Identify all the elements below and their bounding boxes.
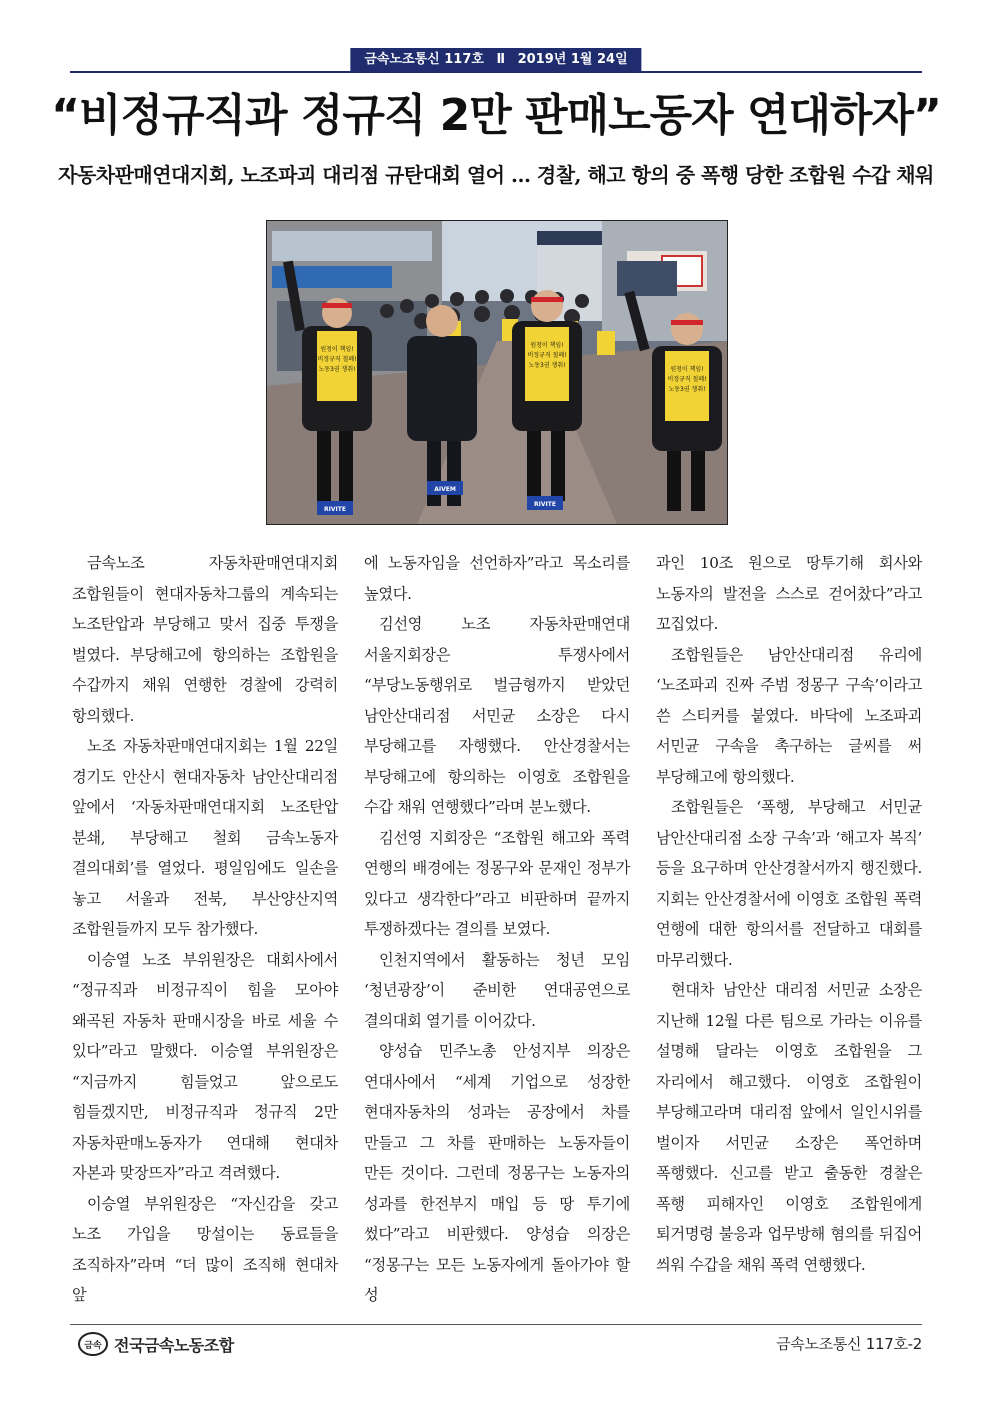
vest-sign-line-6: 노동3권 쟁취!: [528, 362, 566, 369]
paragraph: 이승열 부위원장은 “자신감을 갖고 노조 가입을 망설이는 동료들을 조직하자”라며 “더 많이 조직해 현대차 앞: [72, 1194, 338, 1304]
paragraph: 인천지역에서 활동하는 청년 모임 ‘청년광장’이 준비한 연대공연으로 결의대회 열기를 이어갔다.: [364, 950, 630, 1030]
masthead-box: [350, 48, 641, 72]
rally-photo-illustration: [267, 221, 727, 524]
vest-sign-line-5: 비정규직 철폐!: [527, 352, 567, 359]
paragraph: 양성습 민주노총 안성지부 의장은 연대사에서 “세계 기업으로 성장한 현대자동차의 성과는 공장에서 차를 만들고 그 차를 판매하는 노동자들이 만든 것이다. 그런데 정몽구는 노동자의 성과를 한전부지 매입 등 땅 투기에 썼다”라고 비판했다. 양성습 의장은 “정몽구는 모든 노동자에게 돌아가야 할 성: [364, 1042, 630, 1304]
paragraph: 김선영 지회장은 “조합원 해고와 폭력 연행의 배경에는 정몽구와 문재인 정부가 있다고 생각한다”라고 비판하며 끝까지 투쟁하겠다는 결의를 보였다.: [364, 828, 630, 938]
emblem-text: 금속: [84, 1341, 102, 1351]
paragraph: 김선영 노조 자동차판매연대 서울지회장은 투쟁사에서 “부당노동행위로 벌금형까지 받았던 남안산대리점 서민균 소장은 다시 부당해고를 자행했다. 안산경찰서는 부당해고에 항의하는 이영호 조합원을 수갑 채워 연행했다”라며 분노했다.: [364, 615, 630, 816]
floor-placard-2: AIVEM: [434, 486, 456, 493]
footer-rule: [70, 1324, 922, 1325]
paragraph: 노조 자동차판매연대지회는 1월 22일 경기도 안산시 현대자동차 남안산대리점 앞에서 ‘자동차판매연대지회 노조탄압 분쇄, 부당해고 철회 금속노동자 결의대회’를 열었다. 평일임에도 일손을 놓고 서울과 전북, 부산양산지역 조합원들까지 모두 참가했다.: [72, 737, 338, 938]
floor-placard-1: RIVITE: [324, 506, 346, 513]
organization-name: 전국금속노동조합: [114, 1335, 234, 1355]
headline: “비정규직과 정규직 2만 판매노동자 연대하자”: [51, 90, 941, 141]
union-logo: [78, 1329, 234, 1359]
paragraph: 조합원들은 ‘폭행, 부당해고 서민균 남안산대리점 소장 구속’과 ‘해고자 복직’ 등을 요구하며 안산경찰서까지 행진했다. 지회는 안산경찰서에 이영호 조합원 폭력 연행에 대한 항의서를 전달하고 대회를 마무리했다.: [656, 798, 922, 969]
paragraph: 금속노조 자동차판매연대지회 조합원들이 현대자동차그룹의 계속되는 노조탄압과 부당해고 맞서 집중 투쟁을 벌였다. 부당해고에 항의하는 조합원을 수갑까지 채워 연행한 경찰에 강력히 항의했다.: [72, 554, 338, 725]
article-column-2: [364, 548, 630, 1304]
publication-issue: 금속노조통신 117호: [364, 52, 484, 67]
vest-sign-line-9: 노동3권 쟁취!: [668, 386, 706, 393]
union-emblem-icon: [78, 1331, 108, 1357]
masthead-separator: Ⅱ: [496, 52, 506, 67]
paragraph: 과인 10조 원으로 땅투기해 회사와 노동자의 발전을 스스로 걷어찼다”라고 꼬집었다.: [656, 554, 922, 633]
paragraph: 현대차 남안산 대리점 서민균 소장은 지난해 12월 다른 팀으로 가라는 이유를 설명해 달라는 이영호 조합원을 그 자리에서 해고했다. 이영호 조합원이 부당해고라며 대리점 앞에서 일인시위를 벌이자 서민균 소장은 폭언하며 폭행했다. 신고를 받고 출동한 경찰은 폭행 피해자인 이영호 조합원에게 퇴거명령 불응과 업무방해 혐의를 뒤집어 씌워 수갑을 채워 폭력 연행했다.: [656, 981, 922, 1274]
paragraph: 에 노동자임을 선언하자”라고 목소리를 높였다.: [364, 554, 630, 603]
article-column-1: [72, 548, 338, 1304]
masthead: [70, 48, 922, 74]
vest-sign-line-8: 비정규직 철폐!: [667, 376, 707, 383]
vest-sign-line-3: 노동3권 쟁취!: [318, 366, 356, 373]
vest-sign-line-7: 원청이 책임!: [670, 366, 704, 373]
floor-placard-3: RIVITE: [534, 501, 556, 508]
article-column-3: [656, 548, 922, 1294]
vest-sign-line-2: 비정규직 철폐!: [317, 356, 357, 363]
paragraph: 조합원들은 남안산대리점 유리에 ‘노조파괴 진짜 주범 정몽구 구속’이라고 쓴 스티커를 붙였다. 바닥에 노조파괴 서민균 구속을 촉구하는 글씨를 써 부당해고에 항의했다.: [656, 645, 922, 786]
rally-photo: [266, 220, 728, 525]
vest-sign-line-4: 원청이 책임!: [530, 342, 564, 349]
article-body: [72, 548, 922, 1304]
publication-date: 2019년 1월 24일: [517, 52, 628, 67]
paragraph: 이승열 노조 부위원장은 대회사에서 “정규직과 비정규직이 힘을 모아야 왜곡된 자동차 판매시장을 바로 세울 수 있다”라고 말했다. 이승열 부위원장은 “지금까지 힘들었고 앞으로도 힘들겠지만, 비정규직과 정규직 2만 자동차판매노동자가 연대해 현대차 자본과 맞장뜨자”라고 격려했다.: [72, 950, 338, 1182]
subheadline: 자동차판매연대지회, 노조파괴 대리점 규탄대회 열어 … 경찰, 해고 항의 중 폭행 당한 조합원 수갑 채워: [58, 163, 934, 187]
page-label: 금속노조통신 117호-2: [776, 1335, 922, 1353]
vest-sign-line-1: 원청이 책임!: [320, 346, 354, 353]
